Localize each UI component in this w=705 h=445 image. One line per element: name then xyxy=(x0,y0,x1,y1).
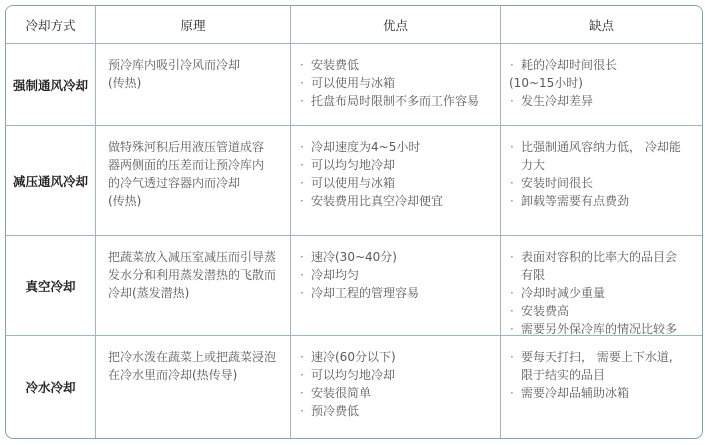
bullet-icon: · xyxy=(510,386,514,400)
header-method: 冷却方式 xyxy=(6,6,96,44)
bullet-icon: · xyxy=(300,386,304,400)
bullet-icon: · xyxy=(300,58,304,72)
principle-cell xyxy=(96,336,291,438)
header-advantages: 优点 xyxy=(291,6,501,44)
principle-cell xyxy=(96,44,291,126)
advantage-item: · 安装很简单 xyxy=(300,386,372,400)
bullet-icon: · xyxy=(300,250,304,264)
advantages-cell xyxy=(291,126,501,236)
bullet-icon: · xyxy=(510,350,514,364)
principle-line: 冷却(蒸发潜热) xyxy=(108,286,190,300)
disadvantage-item: · 发生冷却差异 xyxy=(510,94,594,108)
principle-cell xyxy=(96,126,291,236)
advantage-item: · 可以均匀地冷却 xyxy=(300,368,396,382)
disadvantages-cell xyxy=(501,44,702,126)
cooling-methods-table xyxy=(5,5,703,439)
bullet-icon: · xyxy=(300,76,304,90)
principle-line: (传热) xyxy=(108,194,142,208)
bullet-icon: · xyxy=(510,286,514,300)
principle-line: 预冷库内吸引冷风而冷却 xyxy=(108,58,241,72)
bullet-icon: · xyxy=(510,194,514,208)
advantages-cell xyxy=(291,44,501,126)
disadvantage-continuation: (10~15小时) xyxy=(509,76,583,90)
bullet-icon: · xyxy=(300,194,304,208)
disadvantage-item: · 比强制通风容纳力低， 冷却能 力大 xyxy=(510,140,681,172)
advantages-cell xyxy=(291,336,501,438)
bullet-icon: · xyxy=(300,158,304,172)
principle-line: 的冷气透过容器内而冷却 xyxy=(108,176,241,190)
disadvantage-item: · 安装费高 xyxy=(510,304,570,318)
row-method: 冷水冷却 xyxy=(6,336,96,438)
principle-line: 把冷水泼在蔬菜上或把蔬菜浸泡 xyxy=(108,350,277,364)
header-principle: 原理 xyxy=(96,6,291,44)
principle-line: 在冷水里而冷却(热传导) xyxy=(108,368,238,382)
bullet-icon: · xyxy=(510,322,514,336)
principle-line: (传热) xyxy=(108,76,142,90)
bullet-icon: · xyxy=(510,250,514,264)
bullet-icon: · xyxy=(300,404,304,418)
principle-line: 发水分和利用蒸发潜热的飞散而 xyxy=(108,268,277,282)
bullet-icon: · xyxy=(300,268,304,282)
advantage-item: · 预冷费低 xyxy=(300,404,360,418)
bullet-icon: · xyxy=(300,368,304,382)
advantage-item: · 可以使用与冰箱 xyxy=(300,176,396,190)
disadvantage-item: · 耗的冷却时间很长 xyxy=(510,58,618,72)
advantage-item: · 冷却均匀 xyxy=(300,268,360,282)
advantage-item: · 托盘布局时限制不多而工作容易 xyxy=(300,94,480,108)
advantage-item: · 速冷(30~40分) xyxy=(300,250,397,264)
disadvantages-cell xyxy=(501,126,702,236)
disadvantages-cell xyxy=(501,236,702,336)
advantage-item: · 冷却速度为4~5小时 xyxy=(300,140,421,154)
principle-line: 器两侧面的压差而让预冷库内 xyxy=(108,158,265,172)
bullet-icon: · xyxy=(300,140,304,154)
advantage-item: · 可以使用与冰箱 xyxy=(300,76,396,90)
bullet-icon: · xyxy=(300,176,304,190)
advantage-item: · 冷却工程的管理容易 xyxy=(300,286,420,300)
principle-line: 做特殊河积后用液压管道成容 xyxy=(108,140,265,154)
row-method: 减压通风冷却 xyxy=(6,126,96,236)
advantage-item: · 可以均匀地冷却 xyxy=(300,158,396,172)
disadvantage-item: · 需要另外保冷库的情况比较多 xyxy=(510,322,678,336)
row-method: 真空冷却 xyxy=(6,236,96,336)
disadvantage-item: · 卸载等需要有点费劲 xyxy=(510,194,630,208)
header-disadvantages: 缺点 xyxy=(501,6,702,44)
disadvantage-item: · 需要冷却品辅助冰箱 xyxy=(510,386,630,400)
advantages-cell xyxy=(291,236,501,336)
advantage-item: · 安装费用比真空冷却便宜 xyxy=(300,194,444,208)
bullet-icon: · xyxy=(510,176,514,190)
disadvantage-item: · 安装时间很长 xyxy=(510,176,594,190)
principle-line: 把蔬菜放入减压室减压而引导蒸 xyxy=(108,250,277,264)
bullet-icon: · xyxy=(300,286,304,300)
advantage-item: · 速冷(60分以下) xyxy=(300,350,396,364)
bullet-icon: · xyxy=(510,304,514,318)
bullet-icon: · xyxy=(300,350,304,364)
disadvantages-cell xyxy=(501,336,702,438)
advantage-item: · 安装费低 xyxy=(300,58,360,72)
bullet-icon: · xyxy=(510,58,514,72)
disadvantage-item: · 要每天打扫， 需要上下水道, 限于结实的品目 xyxy=(510,350,673,382)
bullet-icon: · xyxy=(300,94,304,108)
disadvantage-item: · 冷却时减少重量 xyxy=(510,286,606,300)
bullet-icon: · xyxy=(510,94,514,108)
disadvantage-item: · 表面对容积的比率大的品目会 有限 xyxy=(510,250,678,282)
principle-cell xyxy=(96,236,291,336)
row-method: 强制通风冷却 xyxy=(6,44,96,126)
bullet-icon: · xyxy=(510,140,514,154)
